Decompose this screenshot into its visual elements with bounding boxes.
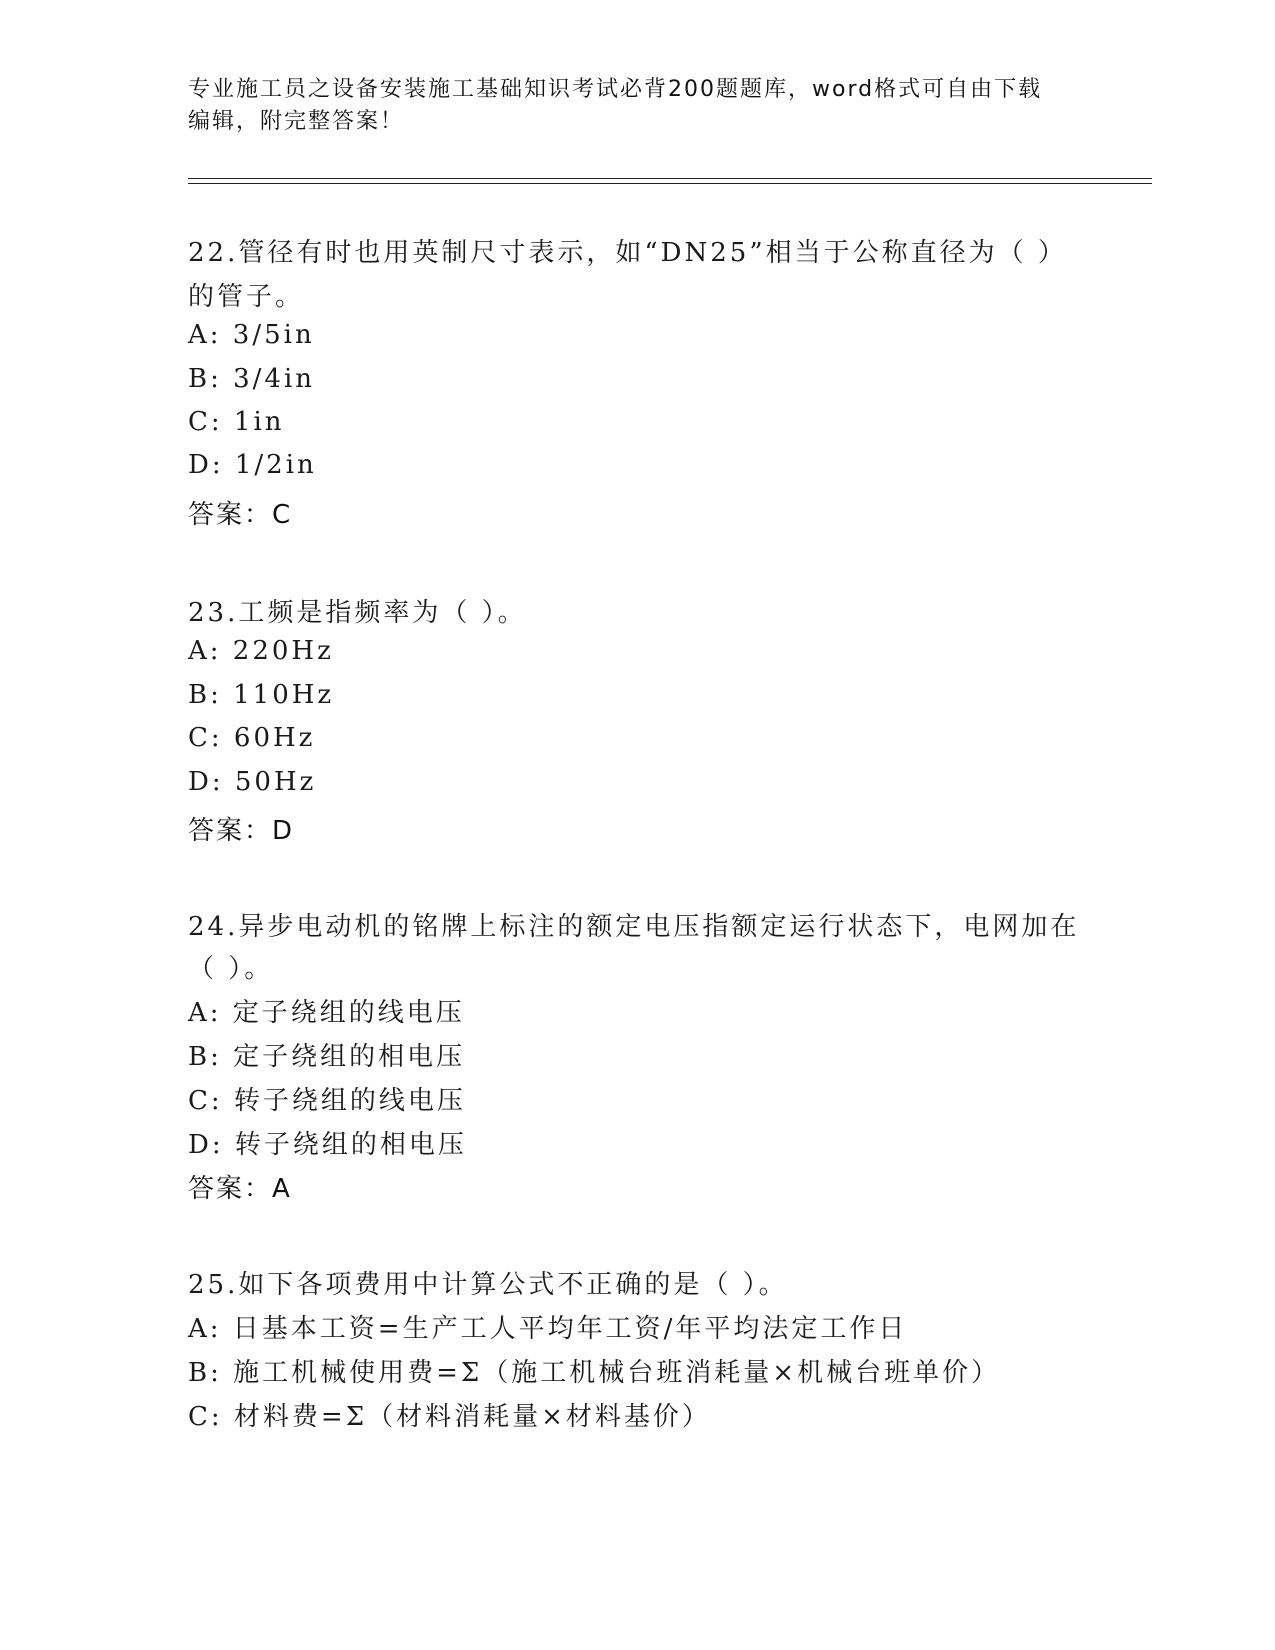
option-c: C: 转子绕组的线电压 [188, 1086, 466, 1116]
option-a: A: 3/5in [188, 320, 315, 350]
option-d: D: 1/2in [188, 450, 317, 480]
option-b: B: 施工机械使用费=Σ（施工机械台班消耗量×机械台班单价） [188, 1358, 1001, 1388]
question-stem: 24.异步电动机的铭牌上标注的额定电压指额定运行状态下，电网加在 [188, 912, 1080, 942]
option-a: A: 日基本工资=生产工人平均年工资/年平均法定工作日 [188, 1314, 908, 1344]
option-b: B: 3/4in [188, 364, 316, 394]
question-stem-continued: （ ）。 [188, 954, 274, 984]
option-c: C: 60Hz [188, 723, 316, 753]
option-d: D: 50Hz [188, 767, 317, 797]
question-stem: 23.工频是指频率为（ ）。 [188, 598, 527, 628]
header-title-line-1: 专业施工员之设备安装施工基础知识考试必背200题题库，word格式可自由下载 [188, 77, 1043, 102]
option-d: D: 转子绕组的相电压 [188, 1130, 467, 1160]
answer: 答案：D [188, 816, 295, 846]
option-a: A: 220Hz [188, 636, 334, 666]
option-b: B: 定子绕组的相电压 [188, 1042, 466, 1072]
question-stem-continued: 的管子。 [188, 282, 305, 312]
option-c: C: 材料费=Σ（材料消耗量×材料基价） [188, 1402, 711, 1432]
option-a: A: 定子绕组的线电压 [188, 998, 465, 1028]
question-stem: 22.管径有时也用英制尺寸表示，如“DN25”相当于公称直径为（ ） [188, 238, 1067, 268]
answer: 答案：A [188, 1174, 292, 1204]
header-title-line-2: 编辑，附完整答案！ [188, 109, 405, 134]
option-b: B: 110Hz [188, 680, 335, 710]
option-c: C: 1in [188, 407, 285, 437]
header-divider-bottom [188, 183, 1152, 184]
answer: 答案：C [188, 500, 293, 530]
question-stem: 25.如下各项费用中计算公式不正确的是（ ）。 [188, 1270, 788, 1300]
header-divider-top [188, 178, 1152, 179]
document-header [188, 74, 1088, 138]
